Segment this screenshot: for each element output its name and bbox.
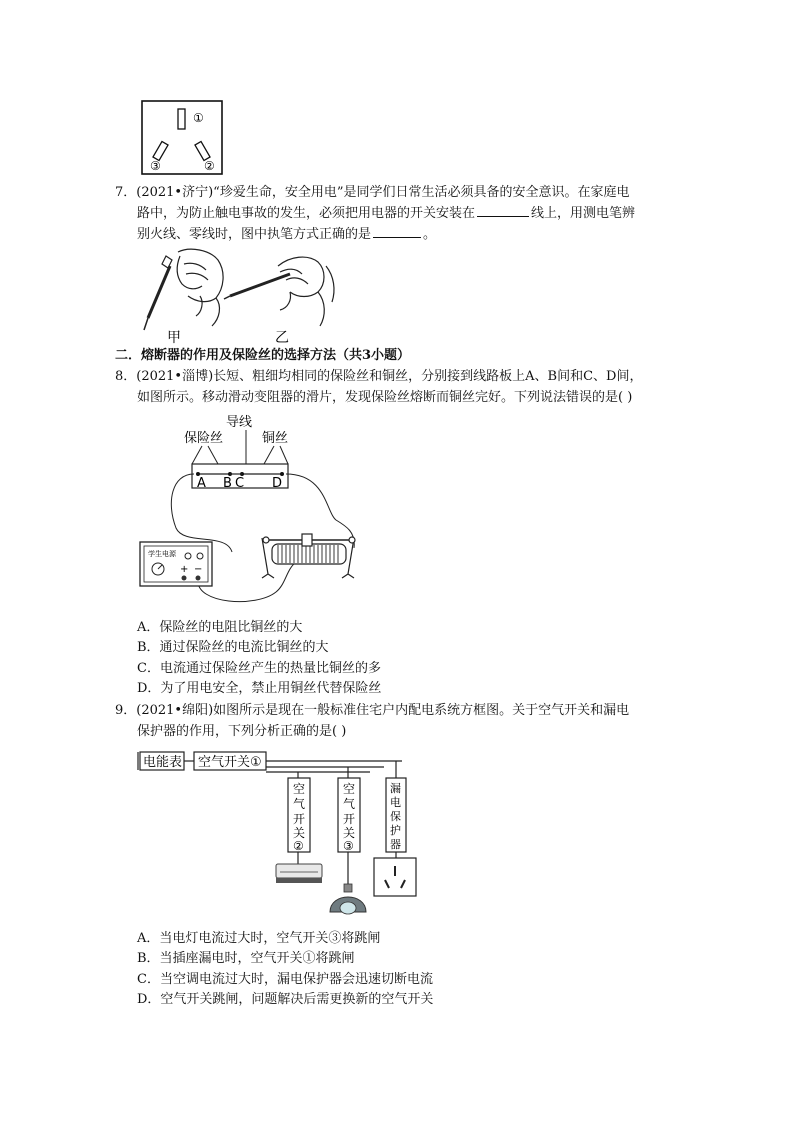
three-pin-socket-figure — [141, 100, 225, 176]
test-pen-holding-figure — [140, 246, 340, 344]
distribution-system-figure — [134, 746, 434, 922]
test-pen-yi-drawing — [224, 257, 334, 326]
q8-line2: 如图所示。移动滑动变阻器的滑片，发现保险丝熔断而铜丝完好。下列说法错误的是( ) — [137, 390, 633, 405]
terminal-b: B — [223, 476, 232, 491]
sliding-rheostat — [262, 534, 355, 578]
air-conditioner-icon — [276, 864, 322, 883]
figure-label-yi: 乙 — [275, 330, 289, 344]
q7-line2 — [137, 203, 635, 224]
air-switch-2-char-2: 气 — [293, 797, 306, 811]
q7-line3 — [137, 224, 436, 245]
leakage-protector-char-3: 保 — [390, 810, 401, 823]
air-switch-3-char-4: 关 — [343, 826, 356, 840]
fuse-circuit-figure — [136, 412, 376, 612]
q7-line3-text-b: 。 — [423, 227, 437, 242]
air-switch-2-char-5: ② — [293, 839, 304, 853]
terminal-a: A — [197, 476, 206, 491]
label-wire: 导线 — [226, 415, 253, 430]
q8-option-d[interactable]: D．为了用电安全，禁止用铜丝代替保险丝 — [137, 681, 382, 696]
q7-line2-text-a: 路中，为防止触电事故的发生，必须把用电器的开关安装在 — [137, 206, 476, 221]
label-fuse: 保险丝 — [184, 431, 224, 446]
q9-option-a[interactable]: A．当电灯电流过大时，空气开关③将跳闸 — [137, 931, 381, 946]
air-switch-3-char-5: ③ — [343, 839, 354, 853]
leakage-protector-char-5: 器 — [390, 838, 401, 851]
q7-line1: 7．(2021•济宁)“珍爱生命，安全用电”是同学们日常生活必须具备的安全意识。在家庭电 — [115, 185, 630, 200]
student-power-supply — [140, 542, 212, 586]
air-switch-2-char-1: 空 — [293, 782, 306, 796]
socket-label-1: ① — [193, 111, 204, 125]
q7-blank-1[interactable] — [477, 203, 529, 217]
lamp-icon — [330, 884, 366, 914]
q9-line2: 保护器的作用，下列分析正确的是( ) — [137, 724, 347, 739]
section-2-title: 二．熔断器的作用及保险丝的选择方法（共3小题） — [115, 348, 411, 363]
leakage-protector-char-2: 电 — [390, 796, 401, 809]
q9-option-b[interactable]: B．当插座漏电时，空气开关①将跳闸 — [137, 951, 355, 966]
air-switch-3-char-2: 气 — [343, 797, 356, 811]
main-air-switch-label: 空气开关① — [198, 755, 262, 770]
terminal-c: C — [235, 476, 245, 491]
air-switch-2-char-4: 关 — [293, 826, 306, 840]
q7-blank-2[interactable] — [373, 224, 421, 238]
test-pen-jia-drawing — [144, 249, 223, 330]
figure-label-jia: 甲 — [167, 330, 181, 344]
terminal-d: D — [272, 476, 283, 491]
q8-option-c[interactable]: C．电流通过保险丝产生的热量比铜丝的多 — [137, 661, 381, 676]
power-supply-label: 学生电源 — [148, 550, 176, 558]
leakage-protector-char-4: 护 — [390, 824, 401, 837]
q9-option-d[interactable]: D．空气开关跳闸，问题解决后需更换新的空气开关 — [137, 992, 434, 1007]
svg-text:+: + — [180, 564, 189, 575]
q7-line3-text-a: 别火线、零线时，图中执笔方式正确的是 — [137, 227, 372, 242]
svg-text:−: − — [194, 564, 203, 575]
air-switch-2-char-3: 开 — [293, 812, 306, 826]
q9-option-c[interactable]: C．当空调电流过大时，漏电保护器会迅速切断电流 — [137, 972, 433, 987]
wall-socket-icon — [374, 858, 416, 896]
label-copper: 铜丝 — [262, 431, 289, 446]
socket-label-3: ③ — [150, 159, 161, 173]
leakage-protector-char-1: 漏 — [390, 782, 401, 795]
air-switch-3-char-3: 开 — [343, 812, 356, 826]
q8-option-b[interactable]: B．通过保险丝的电流比铜丝的大 — [137, 640, 329, 655]
q9-line1: 9．(2021•绵阳)如图所示是现在一般标准住宅户内配电系统方框图。关于空气开关和漏电 — [115, 703, 630, 718]
energy-meter-label: 电能表 — [143, 755, 183, 770]
q7-line2-text-b: 线上，用测电笔辨 — [531, 206, 636, 221]
q8-option-a[interactable]: A．保险丝的电阻比铜丝的大 — [137, 620, 303, 635]
socket-label-2: ② — [204, 159, 215, 173]
q8-line1: 8．(2021•淄博)长短、粗细均相同的保险丝和铜丝，分别接到线路板上A、B间和C、D间， — [115, 369, 643, 384]
air-switch-3-char-1: 空 — [343, 782, 356, 796]
